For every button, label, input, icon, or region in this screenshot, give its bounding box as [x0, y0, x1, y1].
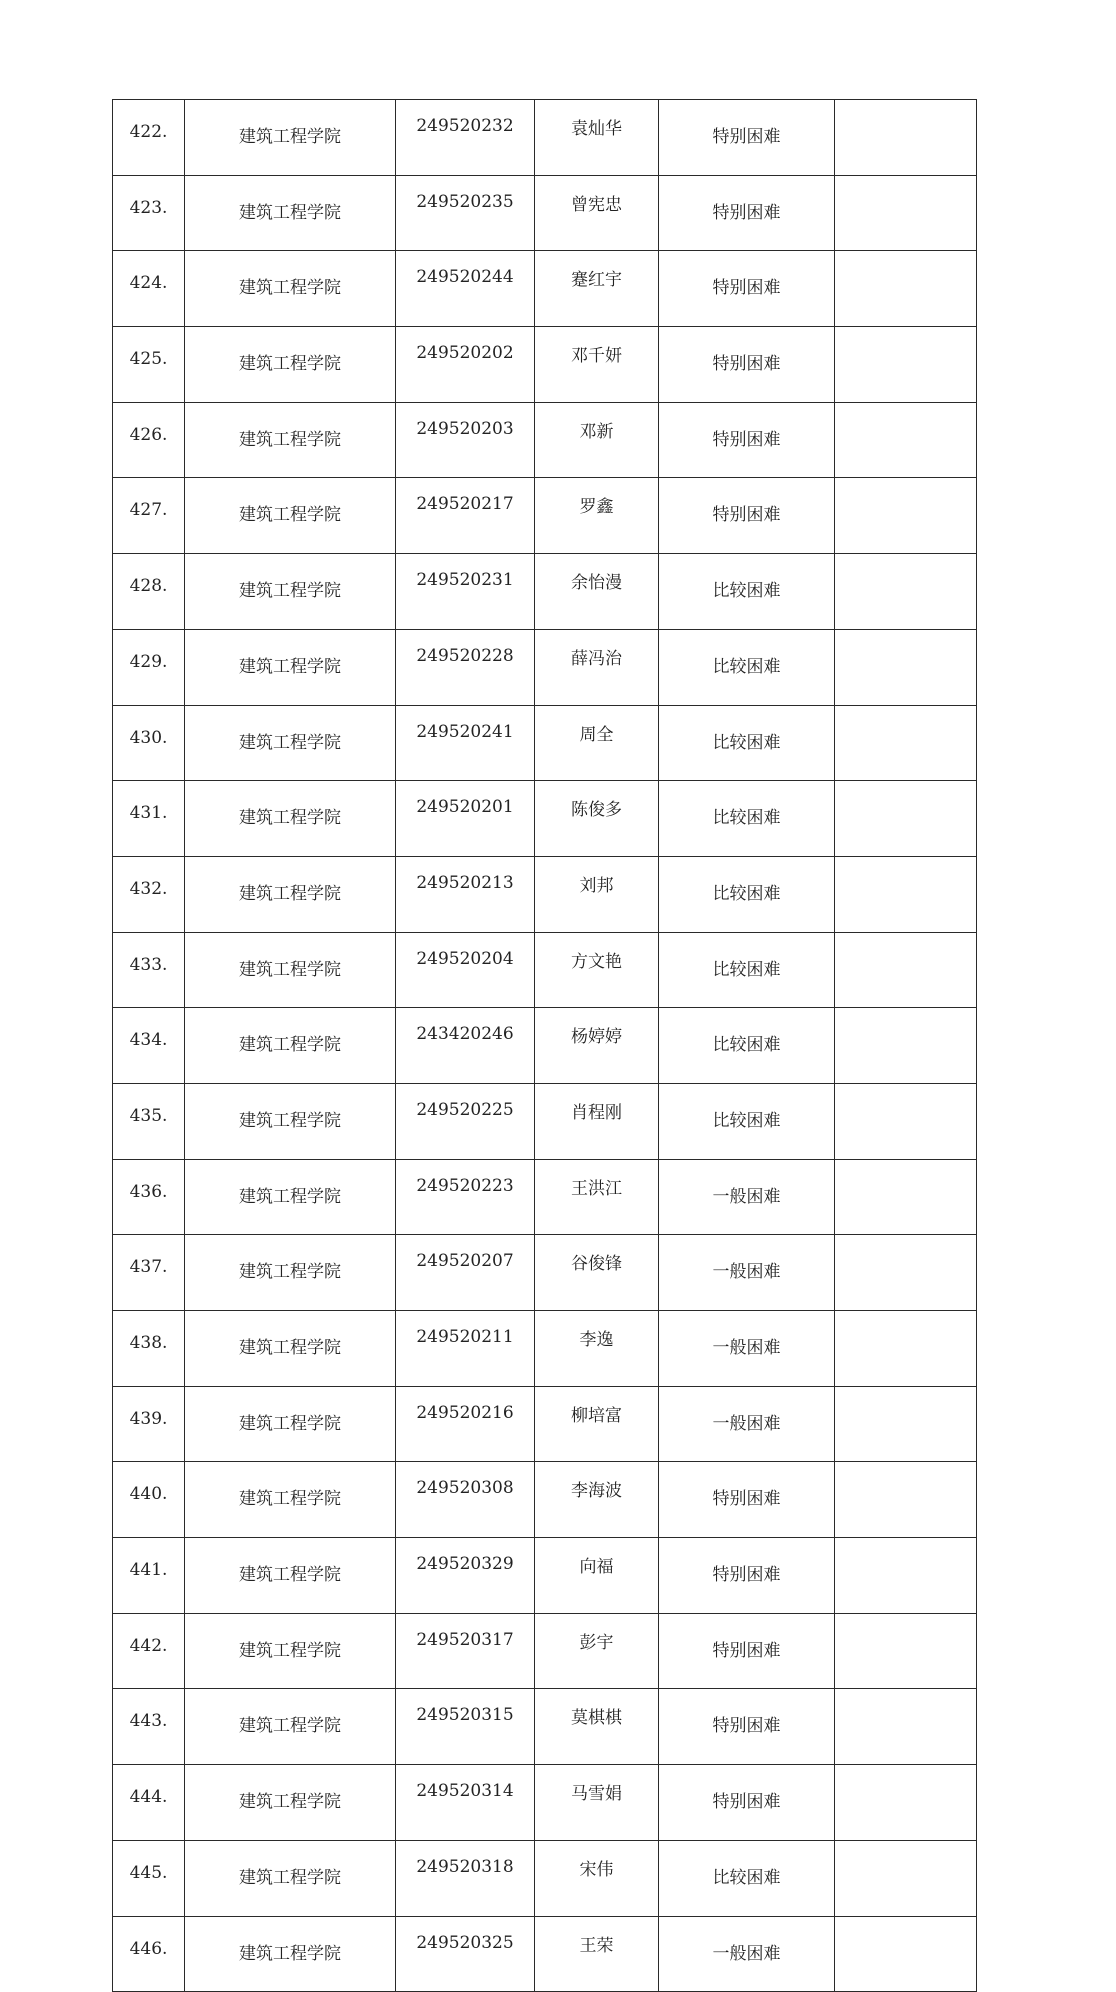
student-name-cell: 罗鑫 — [535, 478, 659, 554]
student-id-cell: 249520203 — [396, 402, 535, 478]
department-cell: 建筑工程学院 — [185, 705, 396, 781]
student-name-cell: 曾宪忠 — [535, 175, 659, 251]
note-cell — [835, 251, 977, 327]
note-cell — [835, 1613, 977, 1689]
note-cell — [835, 1311, 977, 1387]
difficulty-level-cell: 特别困难 — [659, 402, 835, 478]
department-cell: 建筑工程学院 — [185, 554, 396, 630]
student-id-cell: 249520315 — [396, 1689, 535, 1765]
student-name-cell: 邓千妍 — [535, 327, 659, 403]
difficulty-level-cell: 特别困难 — [659, 478, 835, 554]
table-row — [113, 478, 977, 554]
student-name-cell: 王洪江 — [535, 1159, 659, 1235]
department-cell: 建筑工程学院 — [185, 856, 396, 932]
row-index: 442. — [113, 1613, 185, 1689]
table-row — [113, 175, 977, 251]
note-cell — [835, 1462, 977, 1538]
department-cell: 建筑工程学院 — [185, 1462, 396, 1538]
student-name-cell: 方文艳 — [535, 932, 659, 1008]
difficulty-level-cell: 特别困难 — [659, 1538, 835, 1614]
row-index: 424. — [113, 251, 185, 327]
student-name-cell: 周全 — [535, 705, 659, 781]
student-aid-table — [112, 99, 977, 1992]
difficulty-level-cell: 一般困难 — [659, 1311, 835, 1387]
table-row — [113, 705, 977, 781]
row-index: 428. — [113, 554, 185, 630]
note-cell — [835, 554, 977, 630]
row-index: 431. — [113, 781, 185, 857]
student-name-cell: 袁灿华 — [535, 100, 659, 176]
student-name-cell: 刘邦 — [535, 856, 659, 932]
table-row — [113, 1083, 977, 1159]
row-index: 435. — [113, 1083, 185, 1159]
student-id-cell: 249520204 — [396, 932, 535, 1008]
student-id-cell: 249520318 — [396, 1840, 535, 1916]
difficulty-level-cell: 特别困难 — [659, 175, 835, 251]
row-index: 446. — [113, 1916, 185, 1992]
student-id-cell: 249520217 — [396, 478, 535, 554]
note-cell — [835, 1008, 977, 1084]
note-cell — [835, 327, 977, 403]
student-name-cell: 谷俊锋 — [535, 1235, 659, 1311]
student-id-cell: 249520207 — [396, 1235, 535, 1311]
difficulty-level-cell: 比较困难 — [659, 705, 835, 781]
student-name-cell: 肖程刚 — [535, 1083, 659, 1159]
note-cell — [835, 856, 977, 932]
department-cell: 建筑工程学院 — [185, 175, 396, 251]
row-index: 430. — [113, 705, 185, 781]
difficulty-level-cell: 比较困难 — [659, 932, 835, 1008]
table-row — [113, 1538, 977, 1614]
row-index: 438. — [113, 1311, 185, 1387]
difficulty-level-cell: 特别困难 — [659, 327, 835, 403]
note-cell — [835, 1386, 977, 1462]
department-cell: 建筑工程学院 — [185, 1008, 396, 1084]
department-cell: 建筑工程学院 — [185, 100, 396, 176]
difficulty-level-cell: 特别困难 — [659, 100, 835, 176]
department-cell: 建筑工程学院 — [185, 1840, 396, 1916]
difficulty-level-cell: 特别困难 — [659, 1765, 835, 1841]
student-id-cell: 249520201 — [396, 781, 535, 857]
table-row — [113, 1008, 977, 1084]
table-row — [113, 1613, 977, 1689]
student-id-cell: 243420246 — [396, 1008, 535, 1084]
row-index: 429. — [113, 629, 185, 705]
difficulty-level-cell: 一般困难 — [659, 1916, 835, 1992]
note-cell — [835, 932, 977, 1008]
department-cell: 建筑工程学院 — [185, 629, 396, 705]
student-name-cell: 向福 — [535, 1538, 659, 1614]
department-cell: 建筑工程学院 — [185, 1083, 396, 1159]
student-name-cell: 莫棋棋 — [535, 1689, 659, 1765]
row-index: 439. — [113, 1386, 185, 1462]
student-name-cell: 薛冯治 — [535, 629, 659, 705]
table-row — [113, 1462, 977, 1538]
student-id-cell: 249520202 — [396, 327, 535, 403]
student-name-cell: 宋伟 — [535, 1840, 659, 1916]
difficulty-level-cell: 比较困难 — [659, 1008, 835, 1084]
row-index: 444. — [113, 1765, 185, 1841]
department-cell: 建筑工程学院 — [185, 478, 396, 554]
row-index: 433. — [113, 932, 185, 1008]
table-row — [113, 100, 977, 176]
department-cell: 建筑工程学院 — [185, 251, 396, 327]
department-cell: 建筑工程学院 — [185, 781, 396, 857]
row-index: 443. — [113, 1689, 185, 1765]
note-cell — [835, 1083, 977, 1159]
table-row — [113, 629, 977, 705]
note-cell — [835, 781, 977, 857]
note-cell — [835, 705, 977, 781]
table-row — [113, 1916, 977, 1992]
table-row — [113, 1159, 977, 1235]
row-index: 425. — [113, 327, 185, 403]
difficulty-level-cell: 特别困难 — [659, 1689, 835, 1765]
table-row — [113, 856, 977, 932]
department-cell: 建筑工程学院 — [185, 1311, 396, 1387]
row-index: 440. — [113, 1462, 185, 1538]
student-id-cell: 249520244 — [396, 251, 535, 327]
table-row — [113, 1840, 977, 1916]
row-index: 422. — [113, 100, 185, 176]
student-name-cell: 马雪娟 — [535, 1765, 659, 1841]
difficulty-level-cell: 比较困难 — [659, 781, 835, 857]
department-cell: 建筑工程学院 — [185, 1235, 396, 1311]
note-cell — [835, 1159, 977, 1235]
note-cell — [835, 1235, 977, 1311]
table-row — [113, 1765, 977, 1841]
student-id-cell: 249520232 — [396, 100, 535, 176]
table-row — [113, 1386, 977, 1462]
note-cell — [835, 402, 977, 478]
student-id-cell: 249520317 — [396, 1613, 535, 1689]
student-name-cell: 余怡漫 — [535, 554, 659, 630]
student-name-cell: 邓新 — [535, 402, 659, 478]
table-row — [113, 1689, 977, 1765]
student-id-cell: 249520211 — [396, 1311, 535, 1387]
department-cell: 建筑工程学院 — [185, 1916, 396, 1992]
student-id-cell: 249520308 — [396, 1462, 535, 1538]
student-id-cell: 249520314 — [396, 1765, 535, 1841]
student-name-cell: 杨婷婷 — [535, 1008, 659, 1084]
table-row — [113, 402, 977, 478]
note-cell — [835, 629, 977, 705]
difficulty-level-cell: 比较困难 — [659, 1083, 835, 1159]
student-id-cell: 249520235 — [396, 175, 535, 251]
note-cell — [835, 1765, 977, 1841]
table-row — [113, 781, 977, 857]
department-cell: 建筑工程学院 — [185, 1613, 396, 1689]
department-cell: 建筑工程学院 — [185, 1689, 396, 1765]
student-id-cell: 249520223 — [396, 1159, 535, 1235]
difficulty-level-cell: 比较困难 — [659, 629, 835, 705]
difficulty-level-cell: 一般困难 — [659, 1386, 835, 1462]
department-cell: 建筑工程学院 — [185, 1386, 396, 1462]
difficulty-level-cell: 比较困难 — [659, 856, 835, 932]
note-cell — [835, 1840, 977, 1916]
department-cell: 建筑工程学院 — [185, 1159, 396, 1235]
department-cell: 建筑工程学院 — [185, 327, 396, 403]
student-name-cell: 蹇红宇 — [535, 251, 659, 327]
student-id-cell: 249520225 — [396, 1083, 535, 1159]
row-index: 441. — [113, 1538, 185, 1614]
department-cell: 建筑工程学院 — [185, 1765, 396, 1841]
student-id-cell: 249520231 — [396, 554, 535, 630]
student-name-cell: 李逸 — [535, 1311, 659, 1387]
difficulty-level-cell: 特别困难 — [659, 251, 835, 327]
student-id-cell: 249520241 — [396, 705, 535, 781]
student-name-cell: 彭宇 — [535, 1613, 659, 1689]
student-id-cell: 249520216 — [396, 1386, 535, 1462]
row-index: 432. — [113, 856, 185, 932]
note-cell — [835, 175, 977, 251]
student-name-cell: 陈俊多 — [535, 781, 659, 857]
table-row — [113, 327, 977, 403]
student-name-cell: 李海波 — [535, 1462, 659, 1538]
note-cell — [835, 1916, 977, 1992]
student-id-cell: 249520329 — [396, 1538, 535, 1614]
table-row — [113, 932, 977, 1008]
table-body — [113, 100, 977, 1992]
row-index: 434. — [113, 1008, 185, 1084]
student-id-cell: 249520325 — [396, 1916, 535, 1992]
table-row — [113, 554, 977, 630]
row-index: 426. — [113, 402, 185, 478]
table-row — [113, 1311, 977, 1387]
row-index: 423. — [113, 175, 185, 251]
student-name-cell: 柳培富 — [535, 1386, 659, 1462]
department-cell: 建筑工程学院 — [185, 1538, 396, 1614]
difficulty-level-cell: 一般困难 — [659, 1159, 835, 1235]
student-id-cell: 249520228 — [396, 629, 535, 705]
table-row — [113, 1235, 977, 1311]
difficulty-level-cell: 特别困难 — [659, 1462, 835, 1538]
difficulty-level-cell: 一般困难 — [659, 1235, 835, 1311]
department-cell: 建筑工程学院 — [185, 932, 396, 1008]
note-cell — [835, 1689, 977, 1765]
note-cell — [835, 100, 977, 176]
difficulty-level-cell: 比较困难 — [659, 1840, 835, 1916]
student-name-cell: 王荣 — [535, 1916, 659, 1992]
table-row — [113, 251, 977, 327]
student-id-cell: 249520213 — [396, 856, 535, 932]
row-index: 445. — [113, 1840, 185, 1916]
department-cell: 建筑工程学院 — [185, 402, 396, 478]
difficulty-level-cell: 特别困难 — [659, 1613, 835, 1689]
note-cell — [835, 478, 977, 554]
note-cell — [835, 1538, 977, 1614]
row-index: 437. — [113, 1235, 185, 1311]
row-index: 427. — [113, 478, 185, 554]
row-index: 436. — [113, 1159, 185, 1235]
difficulty-level-cell: 比较困难 — [659, 554, 835, 630]
